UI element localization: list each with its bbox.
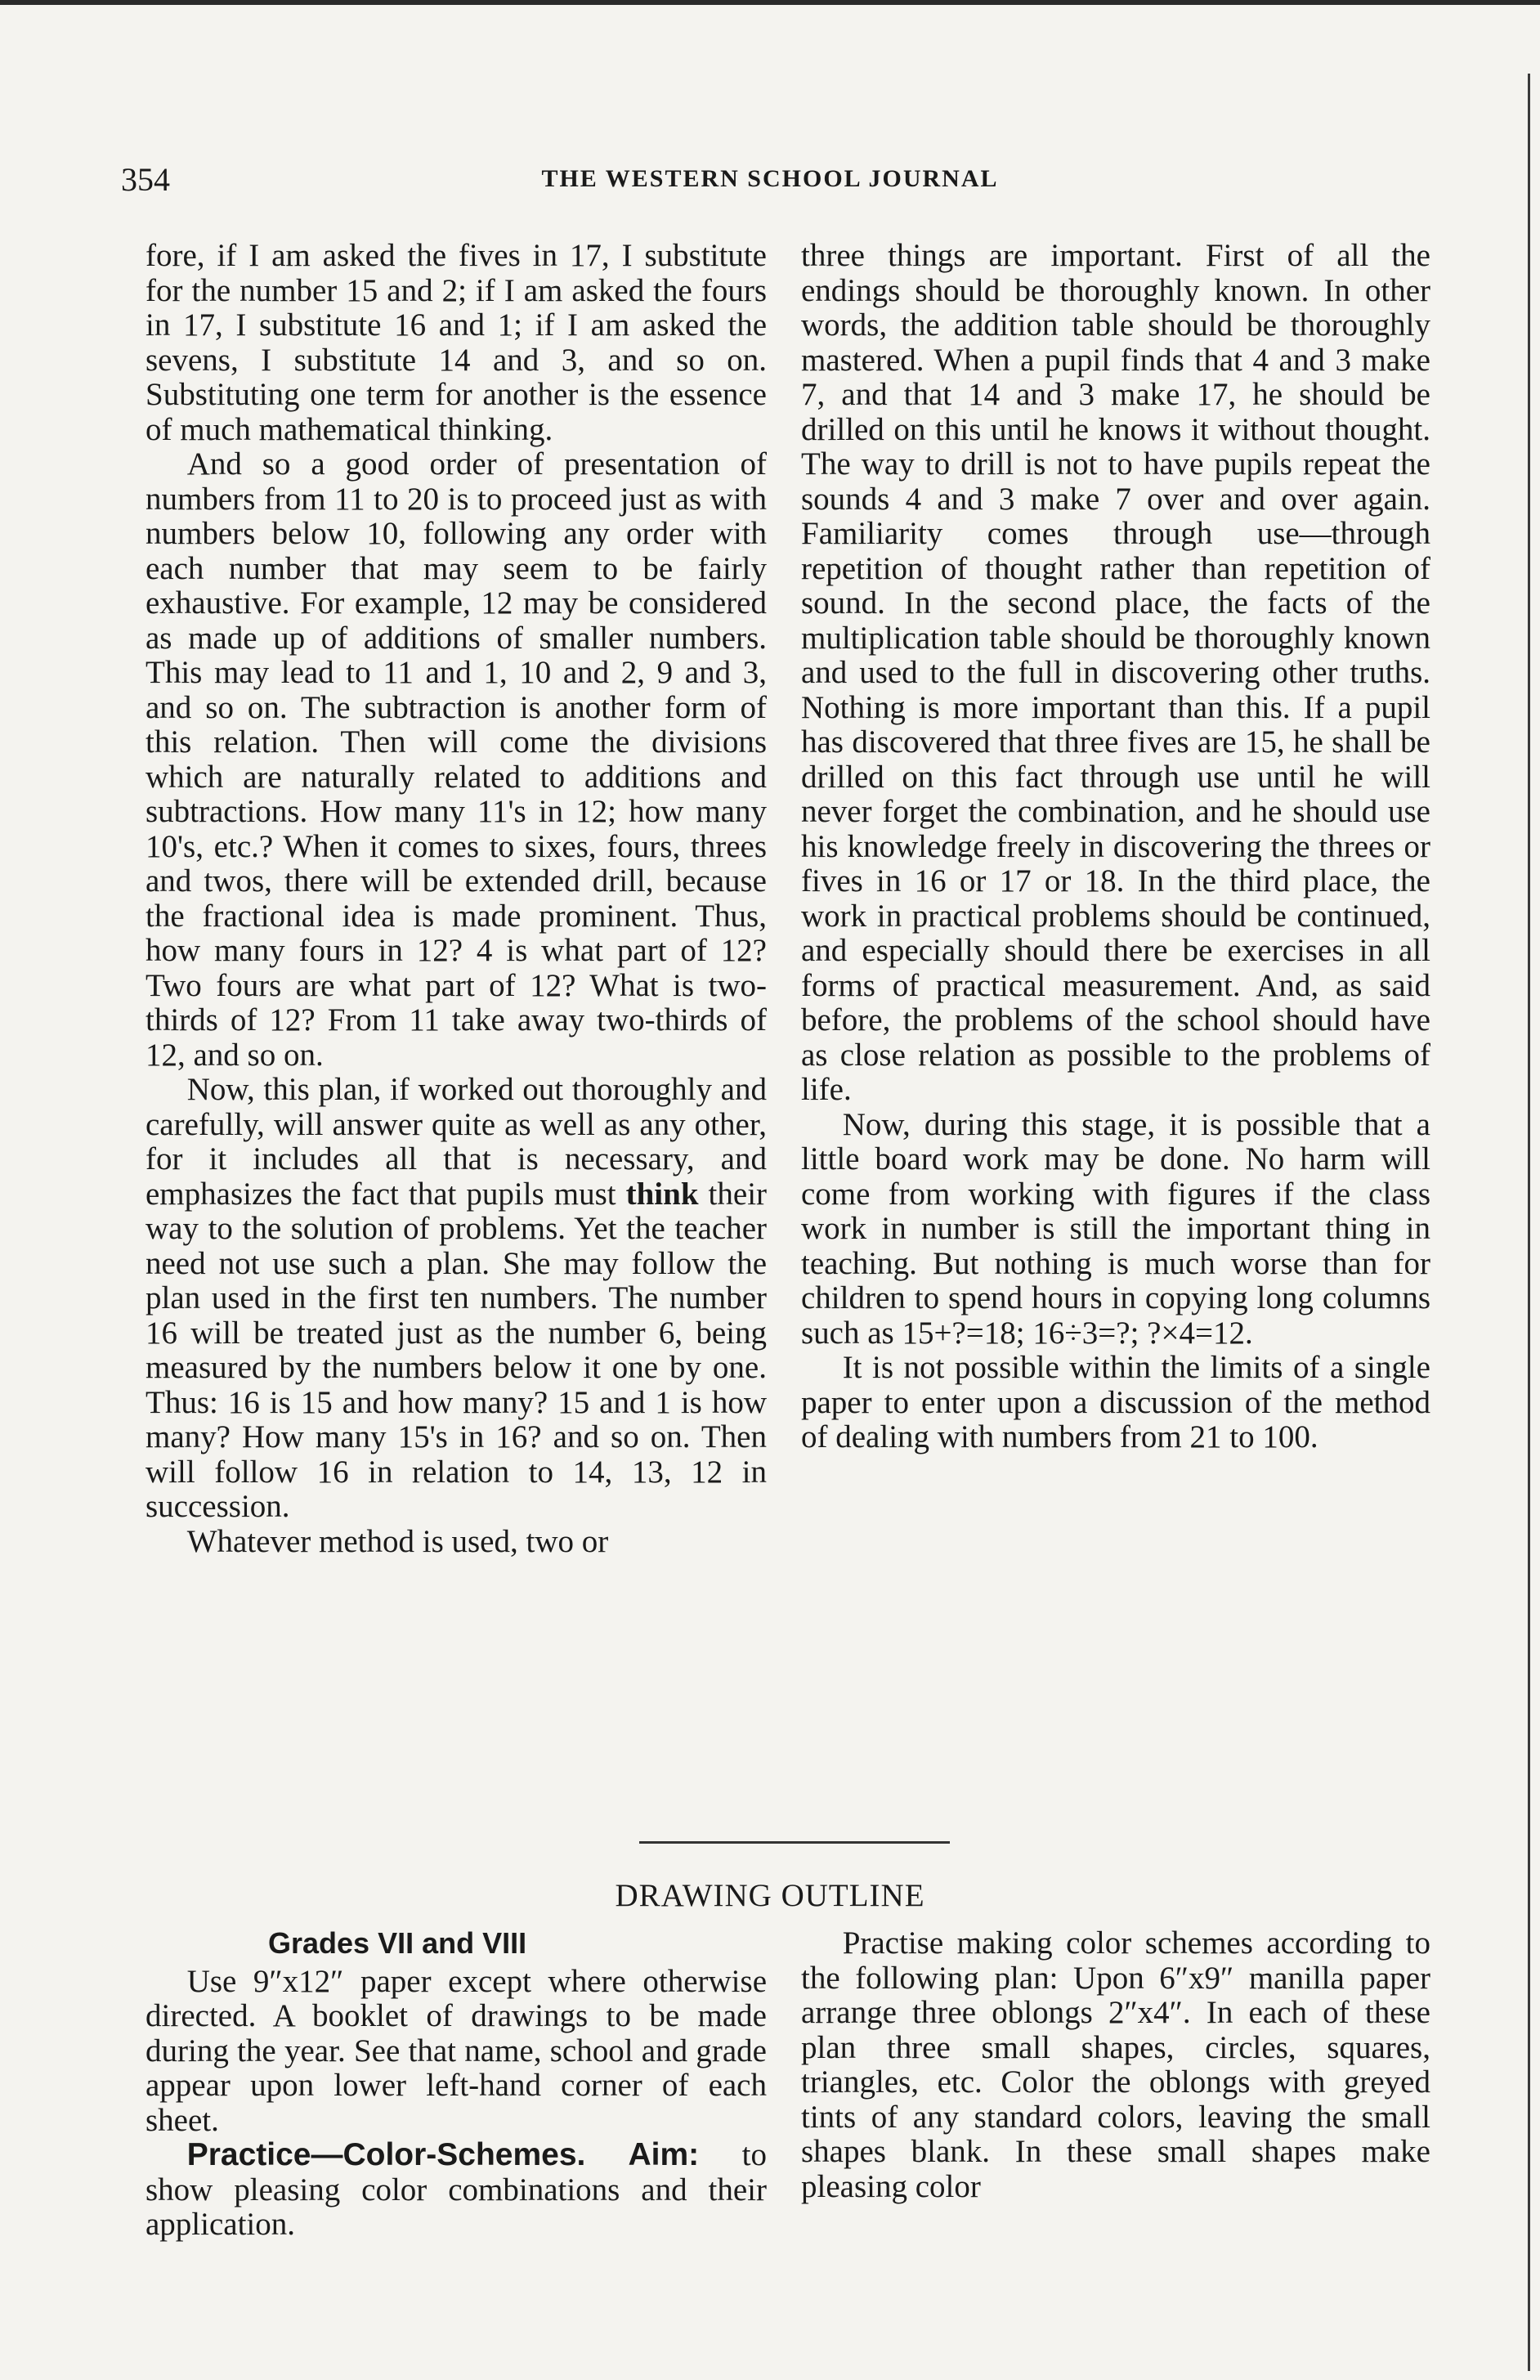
running-head <box>0 152 1540 201</box>
drawing-left-column <box>145 1926 767 2243</box>
paragraph: fore, if I am asked the fives in 17, I substitute for the number 15 and 2; if I am asked the fours in 17, I substitute 16 and 1; if I am asked the sevens, I substitute 14 and 3, and so on. Substituting one term for another is the essence of much mathematical thinking. <box>145 238 767 447</box>
article-left-column <box>145 239 767 1559</box>
paragraph: Use 9″x12″ paper except where otherwise directed. A booklet of drawings to be made during the year. See that name, school and grade appear upon lower left-hand corner of each sheet. <box>145 1963 767 2138</box>
paragraph: Now, during this stage, it is possible that a little board work may be done. No harm will come from working with figures if the class work in number is still the important thing in teaching. But nothing is much worse than for children to spend hours in copying long columns such as 15+?=18; 16÷3=?; ?×4=12. <box>801 1106 1430 1351</box>
bold-label: Practice—Color-Schemes. Aim: <box>186 2137 700 2172</box>
article-right-column <box>801 239 1430 1455</box>
section-title: DRAWING OUTLINE <box>615 1878 925 1913</box>
page-top-edge <box>0 0 1540 5</box>
subheading: Grades VII and VIII <box>268 1926 527 1960</box>
paragraph: And so a good order of presentation of numbers from 11 to 20 is to proceed just as with numbers below 10, following any order with each number that may seem to be fairly exhaustive. For example, 12 may be considered as made up of additions of smaller numbers. This may lead to 11 and 1, 10 and 2, 9 and 3, and so on. The subtraction is another form of this relation. Then will come the divisions which are naturally related to additions and subtractions. How many 11's in 12; how many 10's, etc.? When it comes to sixes, fours, threes and twos, there will be extended drill, because the fractional idea is made prominent. Thus, how many fours in 12? 4 is what part of 12? Two fours are what part of 12? What is two-thirds of 12? From 11 take away two-thirds of 12, and so on. <box>145 446 767 1073</box>
emphasis-think: think <box>625 1176 699 1212</box>
section-divider <box>639 1841 950 1844</box>
paragraph-text: their way to the solution of problems. Yet the teacher need not use such a plan. She may follow the plan used in the first ten numbers. The number 16 will be treated just as the number 6, being measured by the numbers below it one by one. Thus: 16 is 15 and how many? 15 and 1 is how many? How many 15's in 16? and so on. Then will follow 16 in relation to 14, 13, 12 in succession. <box>145 1176 768 1524</box>
paragraph <box>145 2138 767 2243</box>
journal-title: THE WESTERN SCHOOL JOURNAL <box>541 165 999 192</box>
paragraph: It is not possible within the limits of a single paper to enter upon a discussion of the method of dealing with numbers from 21 to 100. <box>801 1350 1430 1454</box>
page-right-edge <box>1528 74 1530 2371</box>
paragraph-text: to show pleasing color combinations and their application. <box>145 2137 767 2242</box>
paragraph: three things are important. First of all the endings should be thoroughly known. In other words, the addition table should be thoroughly mastered. When a pupil finds that 4 and 3 make 7, and that 14 and 3 make 17, he should be drilled on this until he knows it without thought. The way to drill is not to have pupils repeat the sounds 4 and 3 make 7 over and over again. Familiarity comes through use—through repetition of thought rather than repetition of sound. In the second place, the facts of the multiplication table should be thoroughly known and used to the full in discovering other truths. Nothing is more important than this. If a pupil has discovered that three fives are 15, he shall be drilled on this fact through use until he will never forget the combination, and he should use his knowledge freely in discovering the threes or fives in 16 or 17 or 18. In the third place, the work in practical problems should be continued, and especially should there be exercises in all forms of practical measurement. And, as said before, the problems of the school should have as close relation as possible to the problems of life. <box>801 238 1430 1107</box>
drawing-right-column <box>801 1926 1430 2204</box>
page-number: 354 <box>121 161 170 198</box>
paragraph: Practise making color schemes according to the following plan: Upon 6″x9″ manilla paper arrange three oblongs 2″x4″. In each of these plan three small shapes, circles, squares, triangles, etc. Color the oblongs with greyed tints of any standard colors, leaving the small shapes blank. In these small shapes make pleasing color <box>801 1925 1430 2204</box>
paragraph <box>145 1073 767 1525</box>
paragraph: Whatever method is used, two or <box>186 1523 609 1559</box>
paragraph-text: Now, this plan, if worked out thoroughly and carefully, will answer quite as well as any other, for it includes all that is necessary, and emphasizes the fact that pupils must <box>145 1072 767 1212</box>
